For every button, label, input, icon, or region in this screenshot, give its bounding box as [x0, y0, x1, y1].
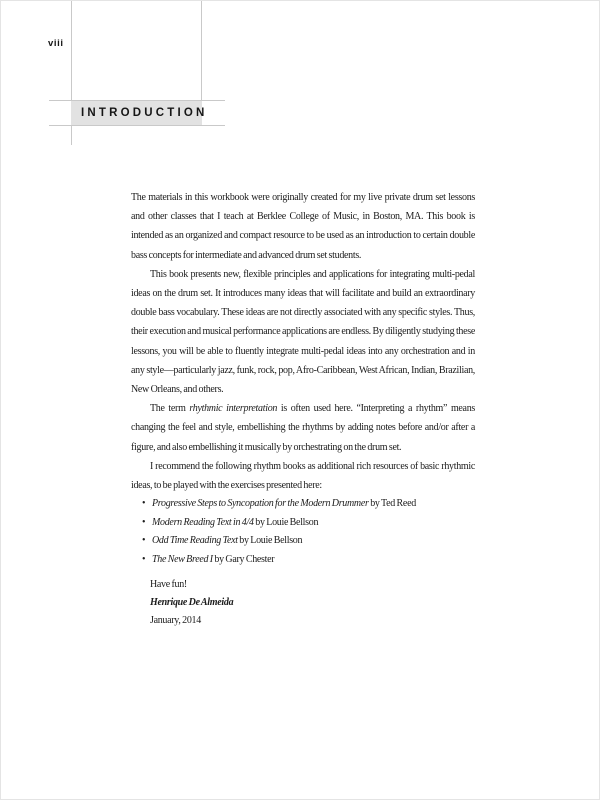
book-list: [131, 495, 475, 569]
book-author: by Louie Bellson: [237, 535, 303, 547]
book-title: Modern Reading Text in 4/4: [152, 516, 254, 528]
list-item: [131, 495, 475, 514]
bullet-icon: •: [142, 516, 146, 528]
paragraph-segment: is often used here. “Interpreting a rhythm” means changing the feel and style, embellishing the rhythms by adding notes before and/or after a figure, and also embellishing it musically by orchestrating on the drum set.: [131, 403, 475, 453]
bullet-icon: •: [142, 554, 146, 566]
closing-line: Have fun!: [150, 578, 187, 590]
book-title: The New Breed I: [152, 554, 213, 566]
closing-block: [150, 576, 475, 631]
chapter-heading-box: [71, 101, 208, 125]
vertical-rule-right: [201, 1, 202, 101]
book-author: by Ted Reed: [368, 498, 416, 510]
paragraph-segment: The term: [150, 403, 190, 415]
book-author: by Louie Bellson: [253, 516, 319, 528]
paragraph-recommend: I recommend the following rhythm books as additional rich resources of basic rhythmic ideas, to be played with the exercises presented here:: [131, 460, 475, 492]
chapter-title: INTRODUCTION: [81, 107, 208, 119]
list-item: [131, 514, 475, 533]
book-title: Progressive Steps to Syncopation for the Modern Drummer: [152, 498, 369, 510]
book-author: by Gary Chester: [212, 554, 275, 566]
list-item: [131, 551, 475, 570]
book-title: Odd Time Reading Text: [152, 535, 238, 547]
page-number: viii: [48, 38, 64, 49]
paragraph-segment-italic: rhythmic interpretation: [189, 403, 278, 415]
author-signature: Henrique De Almeida: [150, 596, 234, 608]
body-text-block: [131, 188, 475, 630]
bullet-icon: •: [142, 535, 146, 547]
bullet-icon: •: [142, 498, 146, 510]
paragraph-intro: The materials in this workbook were originally created for my live private drum set lessons and other classes that I teach at Berklee College of Music, in Boston, MA. This book is intended as an organized and compact resource to be used as an introduction to certain double bass concepts for intermediate and advanced drum set students.: [131, 192, 475, 261]
horizontal-rule-bottom: [49, 125, 225, 126]
paragraph-rhythmic-interpretation: [131, 399, 475, 457]
paragraph-book-presents: This book presents new, flexible principles and applications for integrating multi-pedal ideas on the drum set. It introduces many ideas that will facilitate and build an extraordinary double bass vocabulary. These ideas are not directly associated with any specific styles. Thus, their execution and musical performance applications are endless. By diligently studying these lessons, you will be able to fluently integrate multi-pedal ideas into any orchestration and in any style—particularly jazz, funk, rock, pop, Afro-Caribbean, West African, Indian, Brazilian, New Orleans, and others.: [131, 268, 475, 396]
date-line: January, 2014: [150, 615, 201, 627]
list-item: [131, 532, 475, 551]
